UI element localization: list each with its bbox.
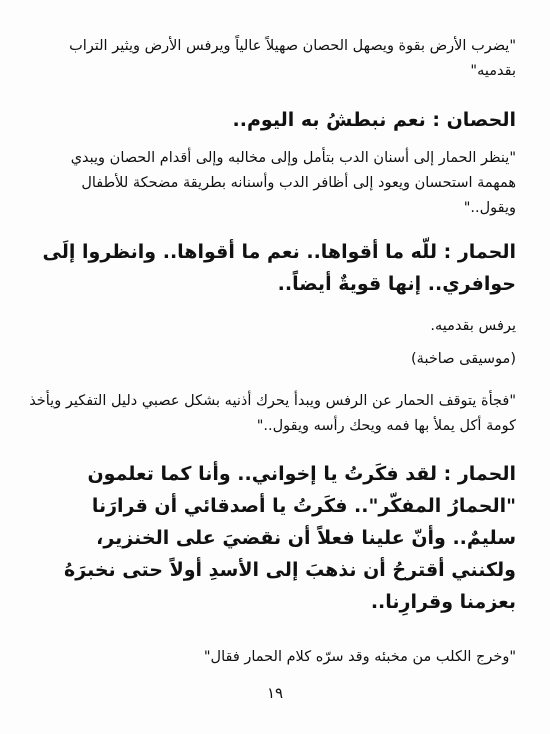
speaker-name: الحصان :	[432, 109, 516, 131]
dialogue-text: نعم نبطشُ به اليوم..	[232, 109, 433, 131]
stage-direction: "ينظر الحمار إلى أسنان الدب بتأمل وإلى مخالبه وإلى أقدام الحصان ويبدي همهمة استحسان ويعود إلى أظافر الدب وأسنانه بطريقة مضحكة للأطفال ويقول.."	[70, 150, 516, 216]
stage-direction: (موسيقى صاخبة)	[411, 351, 516, 367]
page-number: ١٩	[266, 684, 284, 702]
stage-direction: يرفس بقدميه.	[430, 318, 516, 334]
dialogue-text: للّه ما أقواها.. نعم ما أقواها.. وانظروا إلَى حوافري.. إنها قويةٌ أيضاً..	[42, 241, 516, 295]
speaker-name: الحمار :	[443, 463, 516, 485]
dialogue-line	[28, 236, 516, 300]
dialogue-text: لقد فكَرتُ يا إخواني.. وأنا كما تعلمون "الحمارُ المفكّر".. فكَرتُ يا أصدقائي أن قرارَنا سليمٌ.. وأنّ علينا فعلاً أن نقضيَ على الخنزير، ولكنني أقترحُ أن نذهبَ إلى الأسدِ أولاً حتى نخبرَهُ بعزمنا وقرارِنا..	[64, 463, 516, 613]
stage-direction: "فجأة يتوقف الحمار عن الرفس ويبدأ يحرك أذنيه بشكل عصبي دليل التفكير ويأخذ كومة أكل يملأ بها فمه ويحك رأسه ويقول.."	[29, 393, 516, 434]
stage-direction: "يضرب الأرض بقوة ويصهل الحصان صهيلاً عالياً ويرفس الأرض ويثير التراب بقدميه"	[69, 38, 516, 79]
speaker-name: الحمار :	[443, 241, 516, 263]
stage-direction: "وخرج الكلب من مخبئه وقد سرّه كلام الحمار فقال"	[203, 649, 516, 665]
dialogue-line	[28, 104, 516, 136]
dialogue-line	[28, 458, 516, 618]
